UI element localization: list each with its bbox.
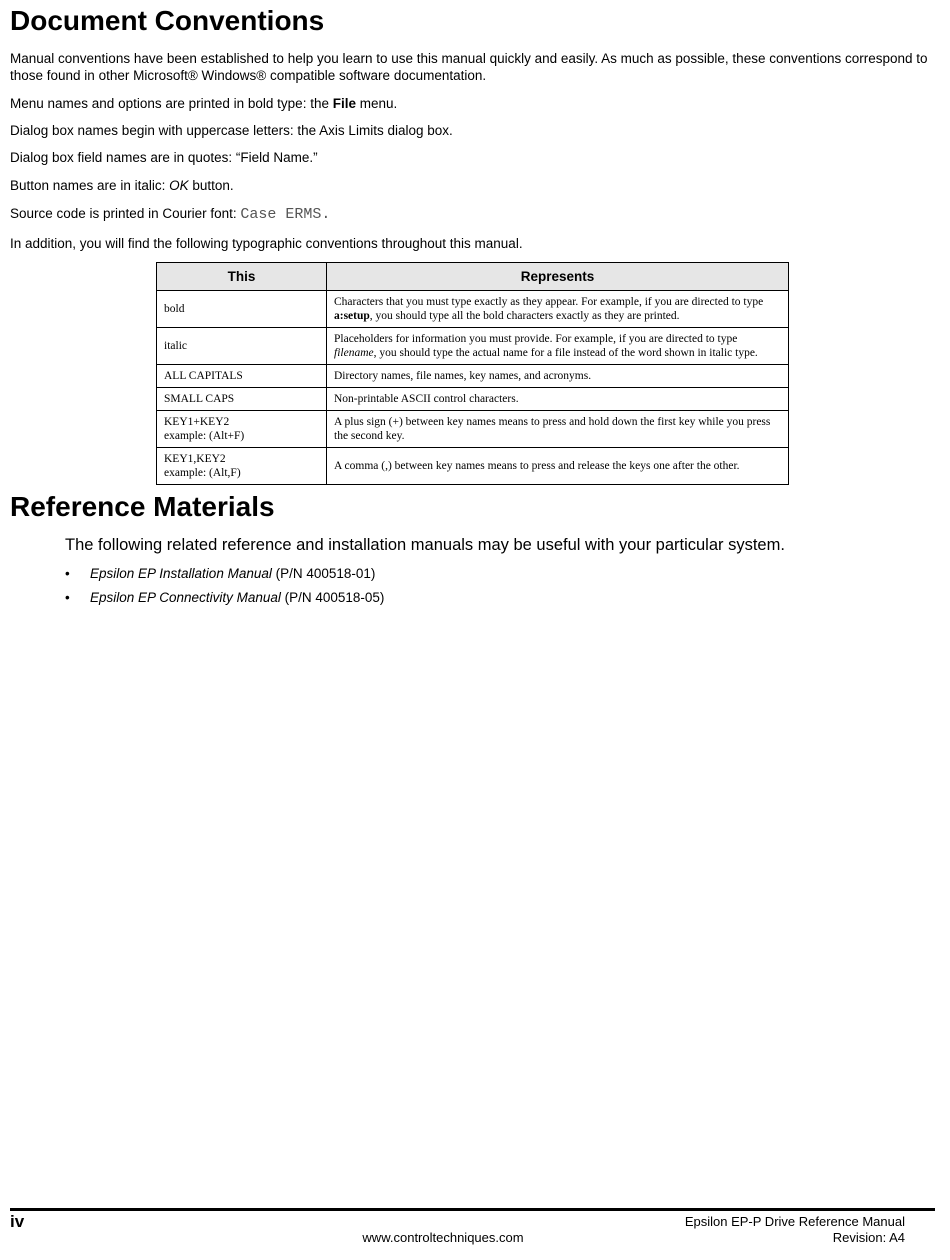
column-header-represents: Represents: [327, 263, 789, 291]
list-item: [65, 566, 375, 581]
manual-title: Epsilon EP Installation Manual: [90, 566, 272, 581]
cell-represents-post: , you should type all the bold characters exactly as they are printed.: [369, 310, 680, 322]
footer-website: www.controltechniques.com: [362, 1230, 524, 1245]
source-code-convention: [10, 205, 940, 223]
cell-this-line-2: example: (Alt+F): [164, 430, 245, 442]
cell-represents: A plus sign (+) between key names means to press and hold down the first key while you press the second key.: [327, 411, 789, 448]
addition-paragraph: In addition, you will find the following typographic conventions throughout this manual.: [10, 236, 523, 251]
intro-paragraph: Manual conventions have been established to help you learn to use this manual quickly and easily. As much as possible, these conventions correspond to those found in other Microsoft® Windows® compatible software documentation.: [10, 51, 928, 83]
table-row: [157, 448, 789, 485]
footer-manual-title: Epsilon EP-P Drive Reference Manual: [684, 1214, 905, 1229]
cell-represents-bold: a:setup: [334, 310, 370, 322]
column-header-this: This: [157, 263, 327, 291]
cell-this: bold: [157, 291, 327, 328]
table-header-row: [157, 263, 789, 291]
cell-this: ALL CAPITALS: [157, 365, 327, 388]
typographic-conventions-table: [156, 262, 789, 485]
cell-this: italic: [157, 328, 327, 365]
cell-this-line-1: KEY1+KEY2: [164, 416, 230, 428]
cell-this: SMALL CAPS: [157, 388, 327, 411]
section-title-reference-materials: Reference Materials: [10, 491, 275, 522]
button-convention-pre: Button names are in italic:: [10, 178, 170, 193]
cell-this-line-1: KEY1,KEY2: [164, 453, 226, 465]
cell-represents-pre: Characters that you must type exactly as they appear. For example, if you are directed to type: [334, 296, 764, 308]
footer-divider: [10, 1208, 935, 1211]
menu-convention-post: menu.: [355, 96, 398, 111]
footer-revision: Revision: A4: [832, 1230, 905, 1245]
manual-part-number: (P/N 400518-05): [280, 590, 385, 605]
bullet-glyph: •: [65, 590, 70, 605]
list-item: [65, 590, 384, 605]
cell-this: [157, 411, 327, 448]
cell-represents-italic: filename: [334, 347, 374, 359]
dialog-names-convention: Dialog box names begin with uppercase letters: the Axis Limits dialog box.: [10, 123, 453, 138]
menu-convention: [10, 95, 940, 112]
table-row: [157, 291, 789, 328]
cell-represents: Directory names, file names, key names, and acronyms.: [327, 365, 789, 388]
bullet-glyph: •: [65, 566, 70, 581]
table-row: [157, 411, 789, 448]
button-convention-italic: OK: [169, 178, 189, 193]
dialog-fields-convention: Dialog box field names are in quotes: “Field Name.”: [10, 150, 318, 165]
source-code-sample: Case ERMS.: [240, 206, 331, 223]
cell-this-line-2: example: (Alt,F): [164, 467, 241, 479]
cell-represents: [327, 328, 789, 365]
button-convention: [10, 177, 940, 194]
cell-represents: [327, 291, 789, 328]
table-row: [157, 388, 789, 411]
cell-this: [157, 448, 327, 485]
reference-intro: The following related reference and installation manuals may be useful with your particular system.: [65, 536, 785, 554]
cell-represents: Non-printable ASCII control characters.: [327, 388, 789, 411]
menu-convention-bold: File: [332, 96, 356, 111]
section-title-document-conventions: Document Conventions: [10, 5, 325, 36]
cell-represents-post: , you should type the actual name for a file instead of the word shown in italic type.: [373, 347, 758, 359]
manual-title: Epsilon EP Connectivity Manual: [90, 590, 281, 605]
cell-represents-pre: Placeholders for information you must provide. For example, if you are directed to type: [334, 333, 738, 345]
cell-represents: A comma (,) between key names means to press and release the keys one after the other.: [327, 448, 789, 485]
source-code-pre: Source code is printed in Courier font:: [10, 206, 241, 221]
table-row: [157, 365, 789, 388]
table-row: [157, 328, 789, 365]
manual-part-number: (P/N 400518-01): [271, 566, 376, 581]
page-number: iv: [10, 1212, 25, 1231]
button-convention-post: button.: [188, 178, 234, 193]
menu-convention-pre: Menu names and options are printed in bold type: the: [10, 96, 333, 111]
